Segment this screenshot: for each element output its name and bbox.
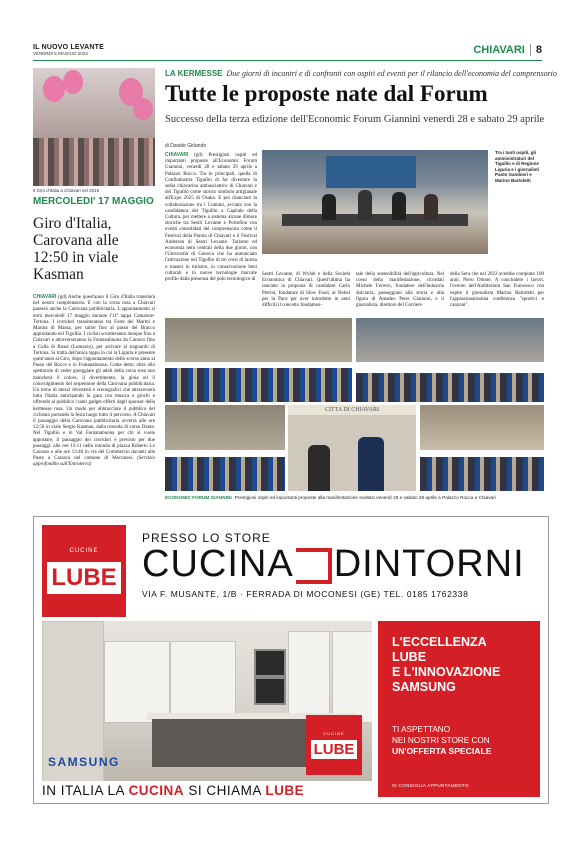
- store-name-a: CUCINA: [142, 543, 294, 585]
- forum-photo-panel-2: [356, 318, 544, 402]
- forum-col1-text: Prestigiosi ospiti ed importanti proposte all'Economic Forum Giannini, venerdì 28 e sabato 29 aprile a Palazzo Rocca. Tra le principali, quella di Confindustria Tigullio di far diventare la sedia chiavarina ambasciatrice di Chiavari e del Tigullio come storico simbolo artigianale all'Expo 2025 di Osaka. E poi rilanciare la collaborazione tra i Comuni, avviata con la candidatura del Tigullio a Capitale della Cultura, per mettere a sistema alcune dimore storiche tra Sestri Levante e Portofino con eventi consolidati del comprensorio come il Festival della Parola di Chiavari o il Festival Andersen di Sestri Levante. Turismo ed economia temi centrali della due giorni, con l'Università di Genova che ha annunciato l'attivazione nel Tigullio di tre corsi di laurea o master in turismo, in conservazione beni culturali e in nuove tecnologie marcate profilo dalla presenza del polo tecnologico di: [165, 153, 258, 283]
- photo-strip-label: ECONOMIC FORUM GIANNINI: [165, 495, 232, 500]
- offer-text: [392, 725, 491, 758]
- giro-article-body: [33, 294, 155, 469]
- store-name-b: DINTORNI: [333, 543, 525, 585]
- slogan-d: LUBE: [265, 783, 305, 798]
- offer-panel: [378, 621, 540, 797]
- forum-column-1: [165, 152, 257, 283]
- forum-kicker-label: LA KERMESSE: [165, 69, 223, 78]
- forum-photo-banner: CITTA DI CHIAVARI: [288, 405, 416, 415]
- section-header: [473, 44, 542, 56]
- lube-logo-cucine: CUCINE: [69, 548, 99, 554]
- giro-date-kicker: MERCOLEDI' 17 MAGGIO: [33, 196, 154, 207]
- forum-tag-date: (gd): [194, 153, 203, 158]
- forum-subhead: Successo della terza edizione dell'Economic Forum Giannini venerdì 28 e sabato 29 aprile: [165, 114, 545, 125]
- page-number: 8: [530, 44, 542, 56]
- offer-text-1: TI ASPETTANO: [392, 725, 451, 734]
- forum-main-photo: [262, 150, 488, 254]
- appointment-note: SI CONSIGLIA APPUNTAMENTO: [392, 783, 469, 788]
- masthead: IL NUOVO LEVANTE: [33, 44, 105, 51]
- offer-line-3: E L'INNOVAZIONE: [392, 665, 501, 679]
- slogan-a: IN ITALIA LA: [42, 783, 125, 798]
- lube-small-cucine: CUCINE: [323, 731, 345, 736]
- giro-body-text: Anche quest'anno il Giro d'Italia transiterà nel nostro comprensorio. E con la corsa rosa a Chiavari passerà anche la Carovana pubblicitaria. L'appuntamento si terrà mercoledì 17 maggio durante l'11ª tappa Camaiore-Tortona. I corridori transiteranno tra Forte dei Marmi e Marina di Massa, per salire fino al passo del Bracco approdando nel Tigullio. I ciclisti scenderanno dunque fino a Chiavari e attraverseranno la Fontanabuona da Carasco fino a Colla di Boasi (Lumarzo), per arrivare al traguardo di Tortona. Si tratta dell'unica tappa in cui la Liguria è presente quest'anno al Giro, dopo l'appuntamento dello scorso anno al Passo del Bocco e in Fontanabuona. Come detto, oltre allo spettacolo di veder gareggiare gli atleti della corsa rosa non mancherà il colore, il divertimento, la gioia ed il coinvolgimento del serpentone della Carovana pubblicitaria. Un treno di mezzi divertenti e scenografici che attraverserà tutta l'Italia anticipando la gara con musica e giochi e offrendo al pubblico i tanti gadget offerti dagli sponsor della kermesse rosa. Un modo per abbracciare il pubblico del ciclismo portando la festa lungo tutto il percorso. A Chiavari il passaggio della Carovana pubblicitaria avverrà alle ore 12:50 in viale Sergio Kasman, dalla rotonda di corso Dante. Nel Tigullio e in Val Fontanabuona per chi si vuole appostare, il passaggio dei corridori è previsto per due passaggi: alle ore 13:11 nella rotonda di piazza Roberto Lo Carosso e alle ore 13:40 in via del Commercio davanti alle Poste a Carasco nel comune di Moconesi.: [33, 295, 155, 462]
- forum-photo-audience-1: [165, 318, 352, 402]
- samsung-logo: SAMSUNG: [48, 755, 120, 769]
- forum-kicker: [165, 69, 557, 78]
- offer-line-4: SAMSUNG: [392, 680, 456, 694]
- header-rule: [33, 60, 542, 61]
- offer-text-2: NEI NOSTRI STORE CON: [392, 735, 490, 745]
- forum-column-2: Sestri Levante, di Wylab e della Società Economica di Chiavari. Quest'ultima ha lanciato la proposta di candidare Carlo Petrini, fondatore di Slow Food, al Nobel per la Pace per aver introdotto in anni difficili il concetto fondamen-: [262, 272, 350, 309]
- forum-photo-caption: Tra i tanti ospiti, gli amministratori del Tigullio e di Regione Liguria e i giornalisti Paolo Gambieri e Marino Bartoletti: [495, 150, 540, 183]
- photo-strip-caption: [165, 495, 496, 500]
- lube-logo: [42, 525, 126, 617]
- offer-line-2: LUBE: [392, 650, 427, 664]
- giro-tag: CHIAVARI: [33, 294, 57, 300]
- lube-logo-word: LUBE: [47, 562, 120, 594]
- slogan-c: SI CHIAMA: [188, 783, 262, 798]
- byline: di Davide Girlando: [165, 143, 207, 149]
- offer-headline: [392, 635, 500, 695]
- ad-slogan: [42, 783, 304, 798]
- photo-strip-text: Prestigiosi ospiti ed importanti proposte alla manifestazione svoltasi venerdì 28 e sabato 29 aprile a Palazzo Rocca a Chiavari: [234, 495, 496, 500]
- forum-headline: Tutte le proposte nate dal Forum: [165, 81, 488, 106]
- offer-line-1: L'ECCELLENZA: [392, 635, 487, 649]
- giro-photo: [33, 68, 155, 186]
- giro-tag-date: (gd): [58, 295, 67, 300]
- lube-logo-small: [306, 715, 362, 775]
- forum-column-4: della Sera che nel 2023 avrebbe compiuto 100 anni, Piero Ottone. A concludere i lavori, l'evento dell'Auditorium San Francesco con ospite il giornalista Marino Bartoletti per l'appassionatissima conferenza "sportivi e canzoni".: [450, 272, 544, 309]
- issue-date: VENERDÌ 5 MAGGIO 2023: [33, 51, 88, 56]
- forum-tag: CHIAVARI: [165, 152, 189, 158]
- lube-small-word: LUBE: [311, 740, 358, 759]
- giro-headline: Giro d'Italia, Carovana alle 12:50 in viale Kasman: [33, 215, 119, 283]
- forum-column-3: tale della sostenibilità dell'agricoltura. Nel corso della manifestazione, ricordati Michele Ferrero, fondatore dell'industria dolciaria, passeggiato alla storia e alla figura di Amadeo Peter Giannini, e il giornalista, direttore del Corriere: [356, 272, 444, 309]
- forum-photo-audience-4: [420, 405, 544, 491]
- store-logo-mark: [296, 548, 332, 584]
- section-name: CHIAVARI: [473, 44, 525, 56]
- store-name: [142, 545, 525, 584]
- offer-text-3: UN'OFFERTA SPECIALE: [392, 746, 492, 756]
- forum-photo-speaker: [288, 405, 416, 491]
- lube-advertisement[interactable]: [33, 516, 549, 804]
- masthead-block: [33, 44, 104, 56]
- forum-photo-audience-3: [165, 405, 285, 491]
- forum-kicker-text: Due giorni di incontri e di confronti con ospiti ed eventi per il rilancio dell'economia del comprensorio: [226, 69, 557, 78]
- slogan-b: CUCINA: [128, 783, 185, 798]
- giro-photo-caption: Il Giro d'Italia a Chiavari nel 2015: [33, 188, 100, 193]
- ad-presso: PRESSO LO STORE: [142, 531, 271, 545]
- giro-body-note: (Servizio approfondito sull'Entroterra): [33, 456, 156, 468]
- store-address: VIA F. MUSANTE, 1/B · FERRADA DI MOCONESI (GE) TEL. 0185 1762338: [142, 589, 469, 599]
